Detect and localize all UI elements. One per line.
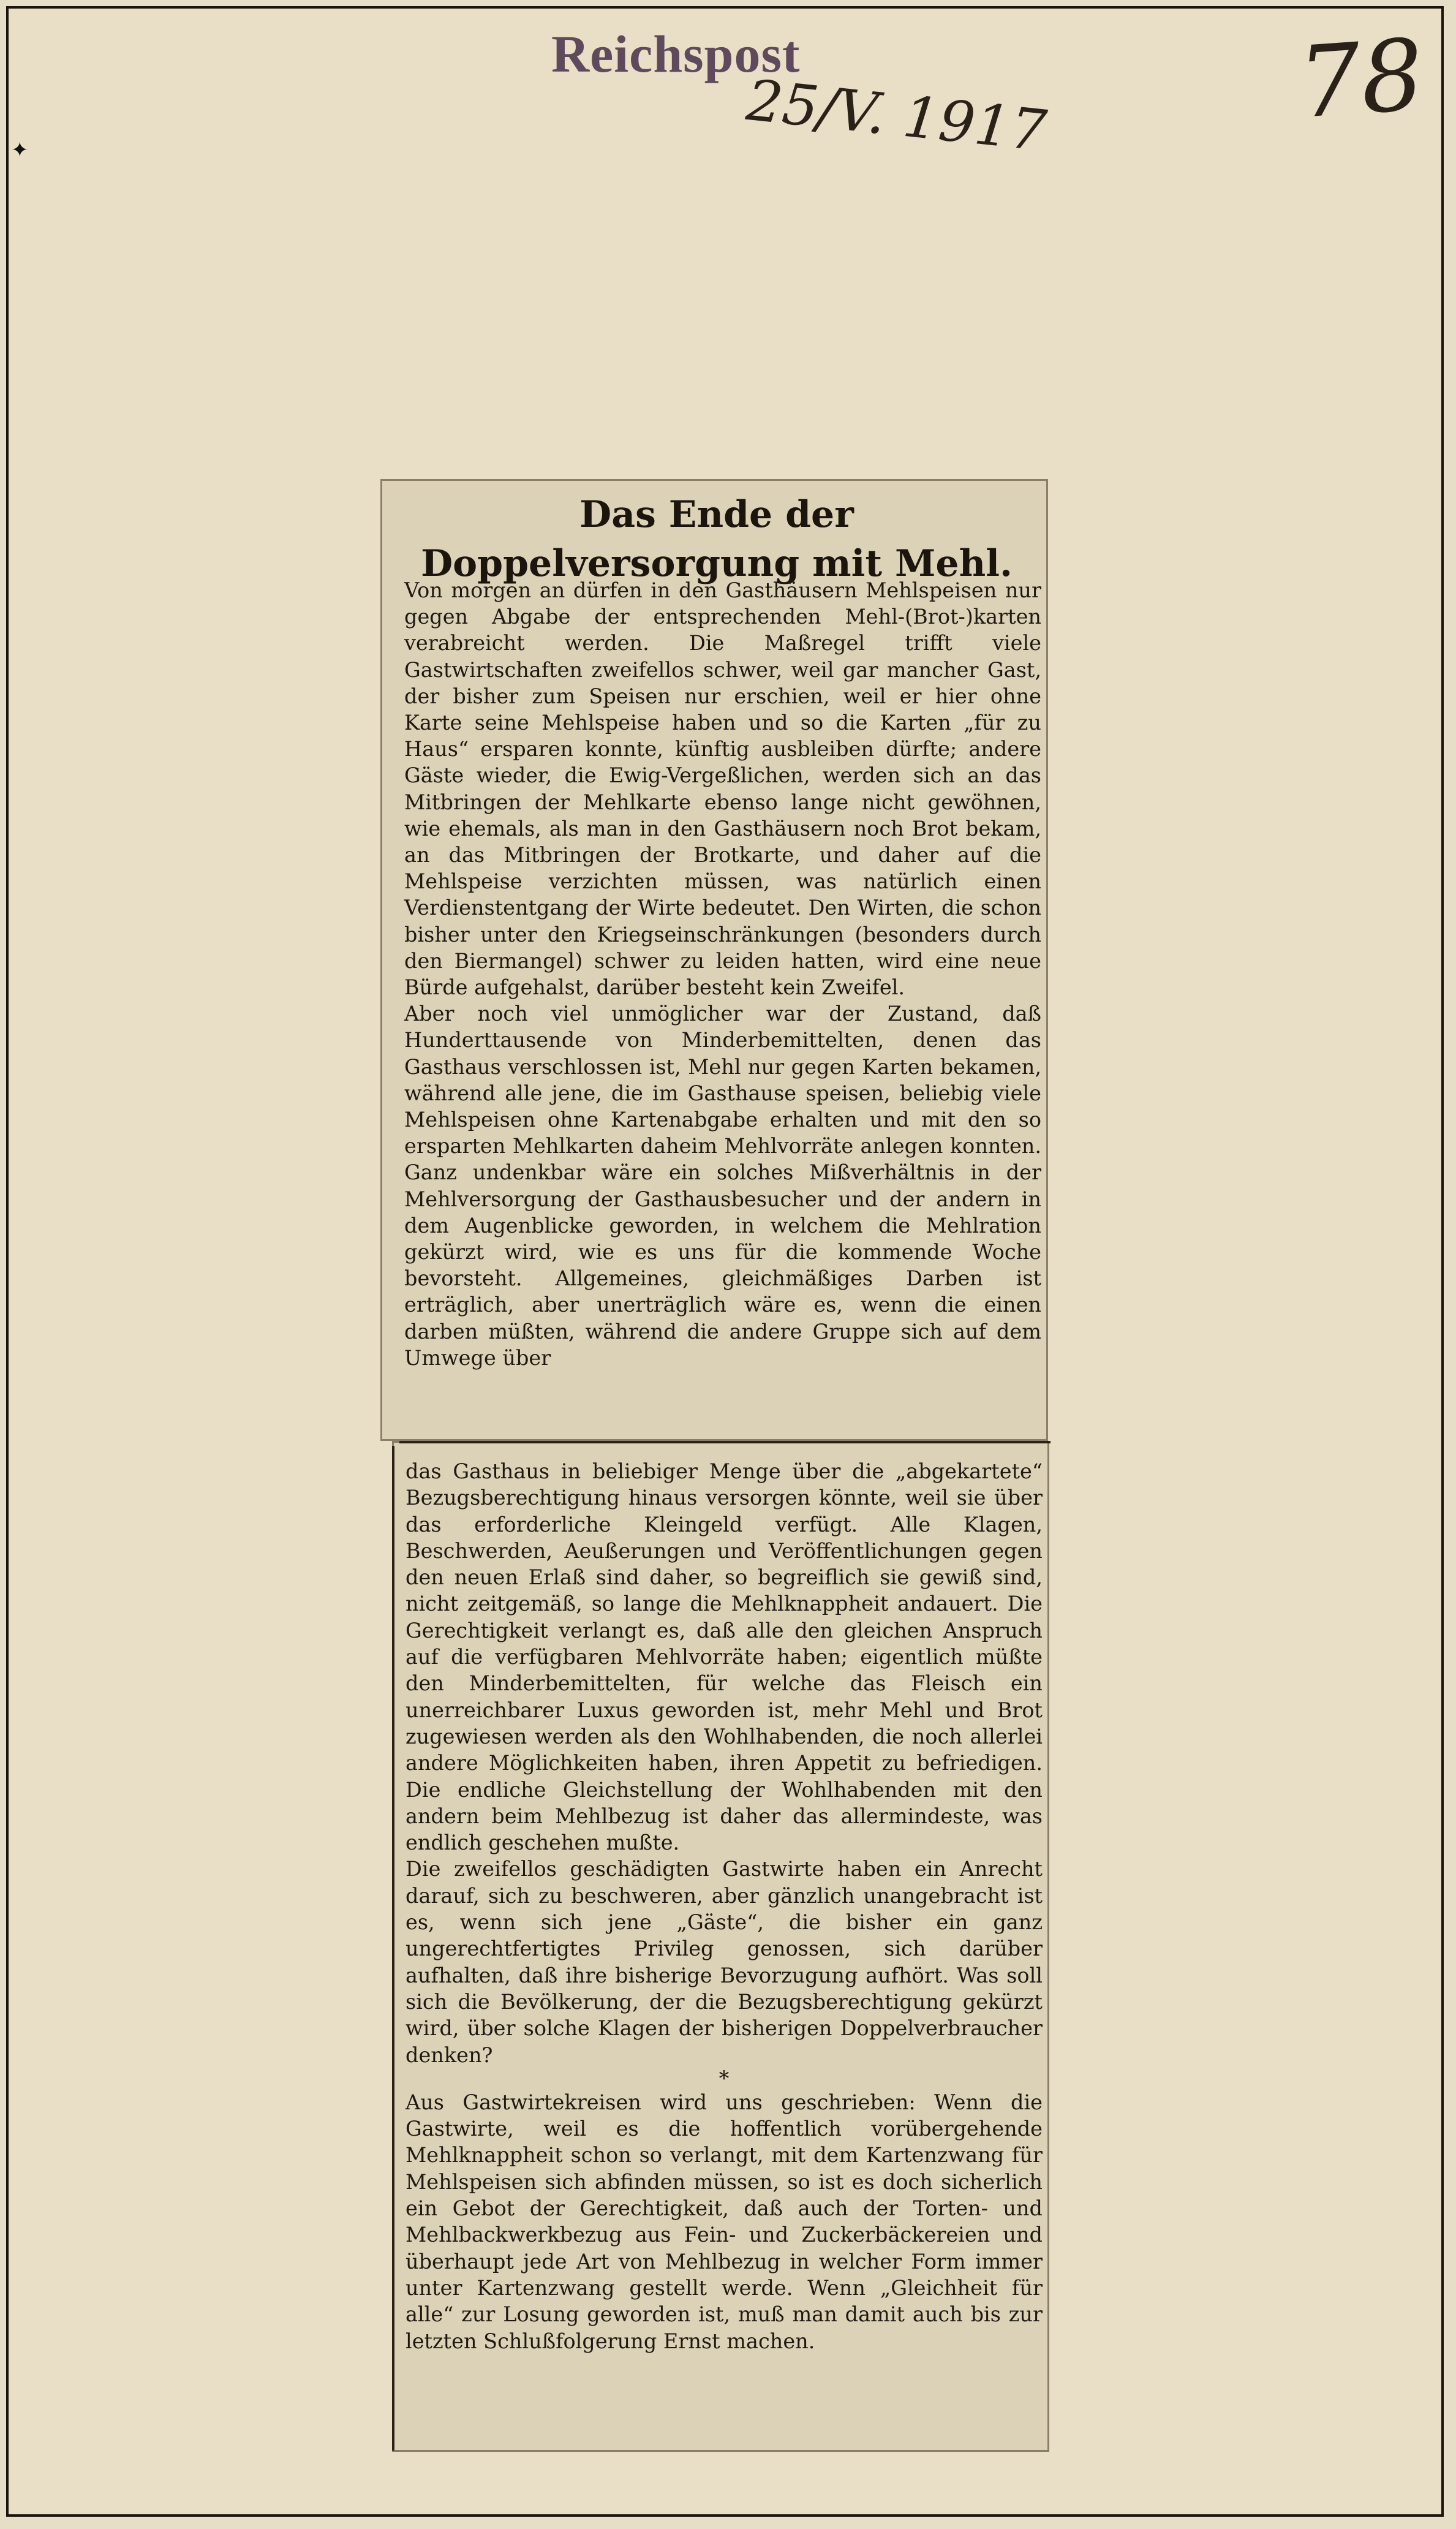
paragraph-4: Die zweifellos geschädigten Gastwirte haben ein Anrecht darauf, sich zu beschweren, aber gänzlich unangebracht ist es, wenn sich jene „Gäste“, die bisher ein ganz ungerechtfertigtes Privileg genossen, sich darüber aufhalten, daß ihre bisherige Bevorzugung aufhört. Was soll sich die Bevölkerung, der die Bezugsberechtigung gekürzt wird, über solche Klagen der bisherigen Doppelverbraucher denken? [405, 1857, 1043, 2067]
handwritten-date: 25/V. 1917 [743, 67, 1050, 164]
column-left-rule [392, 1446, 394, 2451]
article-headline: Das Ende der Doppelversorgung mit Mehl. [421, 493, 1013, 585]
handwritten-number: 78 [1294, 17, 1427, 140]
section-separator: * [719, 2066, 730, 2090]
article-body-part-1 [404, 577, 1041, 1371]
article-body-part-2 [405, 1458, 1043, 2354]
pin-mark-icon: ✦ [11, 138, 29, 162]
newspaper-stamp: Reichspost [551, 25, 801, 83]
paragraph-1: Von morgen an dürfen in den Gasthäusern Mehlspeisen nur gegen Abgabe der entsprechenden Mehl-(Brot-)karten verabreicht werden. Die Maßregel trifft viele Gastwirtschaften zweifellos schwer, weil gar mancher Gast, der bisher zum Speisen nur erschien, weil er hier ohne Karte seine Mehlspeise haben und so die Karten „für zu Haus“ ersparen konnte, künftig ausbleiben dürfte; andere Gäste wieder, die Ewig-Vergeßlichen, werden sich an das Mitbringen der Mehlkarte ebenso lange nicht gewöhnen, wie ehemals, als man in den Gasthäusern noch Brot bekam, an das Mitbringen der Brotkarte, und daher auf die Mehlspeise verzichten müssen, was natürlich einen Verdienstentgang der Wirte bedeutet. Den Wirten, die schon bisher unter den Kriegseinschränkungen (besonders durch den Biermangel) schwer zu leiden hatten, wird eine neue Bürde aufgehalst, darüber besteht kein Zweifel. [404, 578, 1041, 1000]
paragraph-5: Aus Gastwirtekreisen wird uns geschrieben: Wenn die Gastwirte, weil es die hoffentlich vorübergehende Mehlknappheit schon so verlangt, mit dem Kartenzwang für Mehlspeisen sich abfinden müssen, so ist es doch sicherlich ein Gebot der Gerechtigkeit, daß auch der Torten- und Mehlbackwerkbezug aus Fein- und Zuckerbäckereien und überhaupt jede Art von Mehlbezug in welcher Form immer unter Kartenzwang gestellt werde. Wenn „Gleichheit für alle“ zur Losung geworden ist, muß man damit auch bis zur letzten Schlußfolgerung Ernst machen. [405, 2090, 1043, 2353]
paragraph-2: Aber noch viel unmöglicher war der Zustand, daß Hunderttausende von Minderbemittelten, denen das Gasthaus verschlossen ist, Mehl nur gegen Karten bekamen, während alle jene, die im Gasthause speisen, beliebig viele Mehlspeisen ohne Kartenabgabe erhalten und mit den so ersparten Mehlkarten daheim Mehlvorräte anlegen konnten. Ganz undenkbar wäre ein solches Mißverhältnis in der Mehlversorgung der Gasthausbesucher und der andern in dem Augenblicke geworden, in welchem die Mehlration gekürzt wird, wie es uns für die kommende Woche bevorsteht. Allgemeines, gleichmäßiges Darben ist erträglich, aber unerträglich wäre es, wenn die einen darben müßten, während die andere Gruppe sich auf dem Umwege über [404, 1002, 1041, 1370]
column-top-rule [399, 1441, 1051, 1443]
paragraph-3: das Gasthaus in beliebiger Menge über die „abgekartete“ Bezugsberechtigung hinaus versorgen könnte, weil sie über das erforderliche Kleingeld verfügt. Alle Klagen, Beschwerden, Aeußerungen und Veröffentlichungen gegen den neuen Erlaß sind daher, so begreiflich sie gewiß sind, nicht zeitgemäß, so lange die Mehlknappheit andauert. Die Gerechtigkeit verlangt es, daß alle den gleichen Anspruch auf die verfügbaren Mehlvorräte haben; eigentlich müßte den Minderbemittelten, für welche das Fleisch ein unerreichbarer Luxus geworden ist, mehr Mehl und Brot zugewiesen werden als den Wohlhabenden, die noch allerlei andere Möglichkeiten haben, ihren Appetit zu befriedigen. Die endliche Gleichstellung der Wohlhabenden mit den andern beim Mehlbezug ist daher das allermindeste, was endlich geschehen mußte. [405, 1459, 1043, 1855]
